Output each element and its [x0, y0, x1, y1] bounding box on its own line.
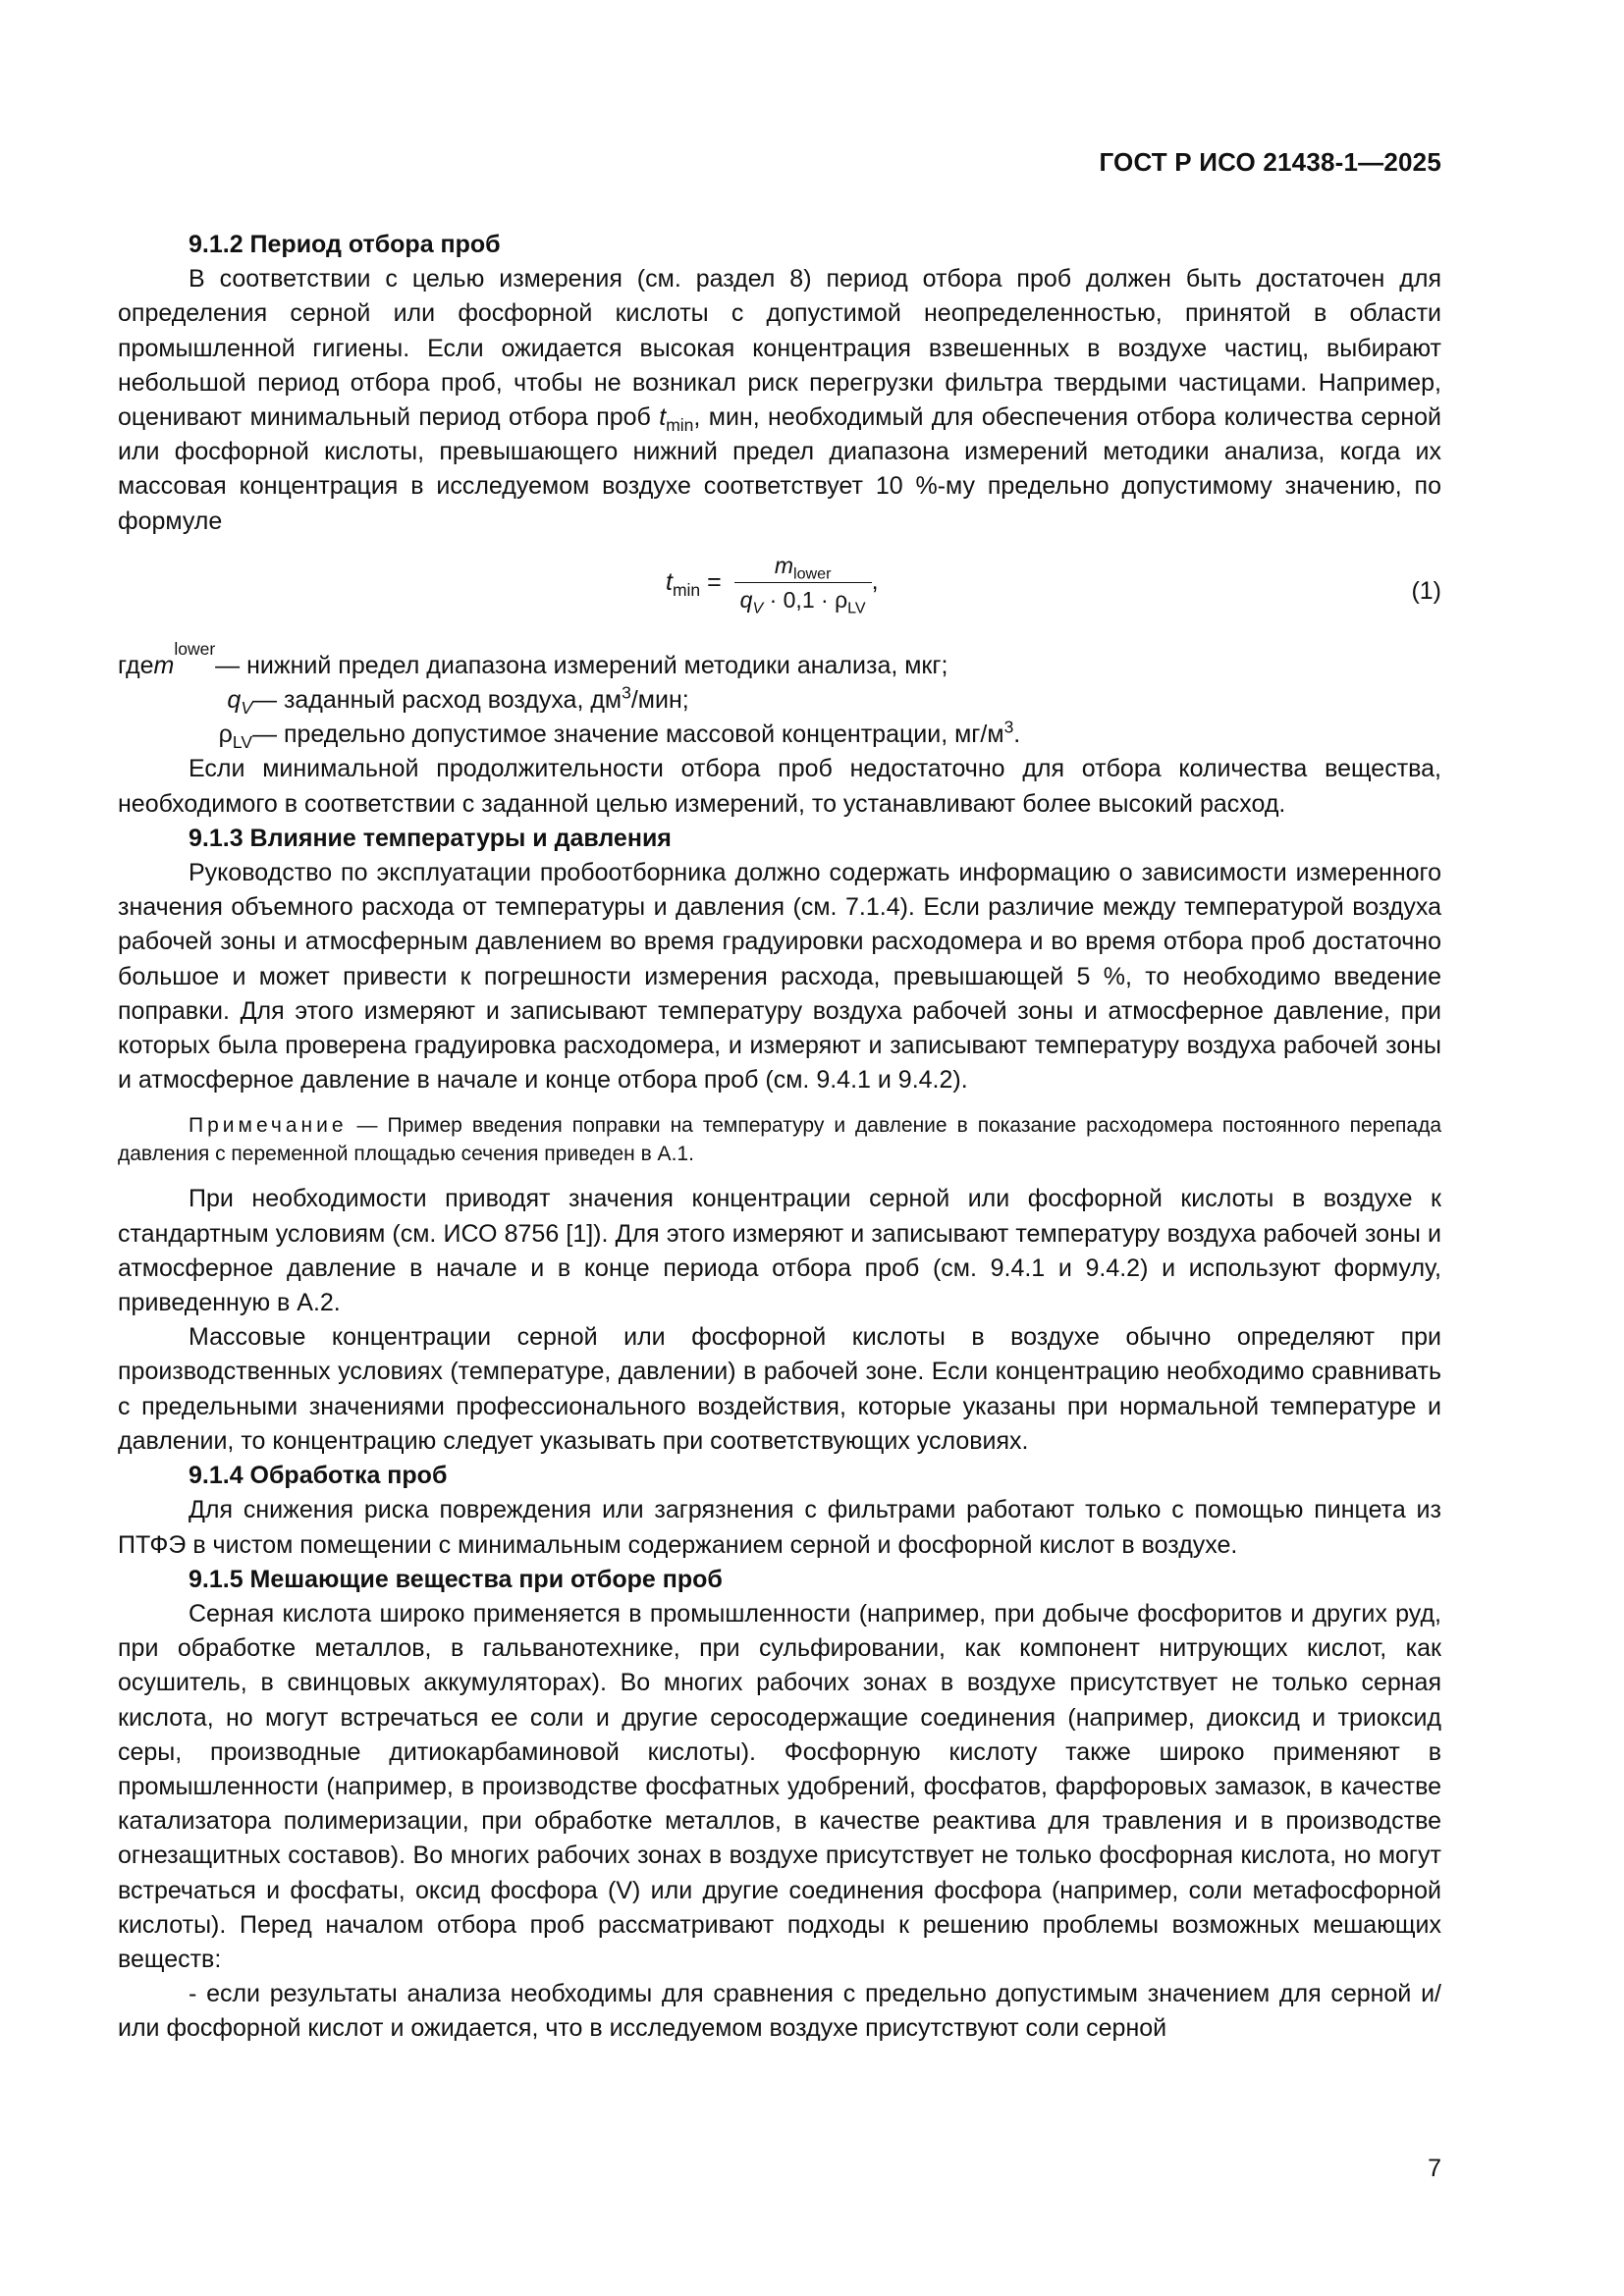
formula-lhs: [666, 565, 722, 600]
symbol: m: [153, 651, 175, 679]
paragraph: [118, 262, 1441, 539]
superscript: 3: [1003, 717, 1014, 737]
subscript: min: [666, 415, 694, 436]
paragraph: Если минимальной продолжительности отбора проб недостаточно для отбора количества вещества, необходимого в соответствии с заданной целью измерений, то устанавливают более высокий расход.: [118, 755, 1441, 818]
formula-1: [118, 539, 1441, 641]
subscript: V: [241, 698, 252, 719]
paragraph-text: В соответствии с целью измерения (см. раздел 8) период отбора проб должен быть достаточен для определения серной или фосфорной кислоты с допустимой неопределенностью, принятой в области промышленной гигиены. Если ожидается высокая концентрация взвешенных в воздухе частиц, выбирают небольшой период отбора проб, чтобы не возникал риск перегрузки фильтра твердыми частицами. Например, оценивают минимальный период отбора проб: [118, 265, 1441, 432]
formula-number: (1): [1411, 576, 1441, 605]
paragraph: При необходимости приводят значения концентрации серной или фосфорной кислоты в воздухе к стандартным условиям (см. ИСО 8756 [1]). Для этого измеряют и записывают температуру воздуха рабочей зоны и атмосферное давление в начале и в конце периода отбора проб (см. 9.4.1 и 9.4.2) и используют формулу, приведенную в А.2.: [118, 1185, 1441, 1317]
symbol: q: [739, 586, 753, 613]
where-list: [118, 638, 1441, 753]
where-description-text: — заданный расход воздуха, дм: [252, 686, 623, 715]
formula-expression: [666, 551, 879, 617]
symbol: t: [666, 567, 673, 596]
formula-comma: ,: [871, 566, 879, 595]
section-heading-9-1-2: 9.1.2 Период отбора проб: [189, 231, 501, 258]
symbol: m: [774, 552, 793, 578]
where-description: [252, 683, 1441, 718]
where-description-text: .: [1013, 721, 1021, 749]
paragraph: Для снижения риска повреждения или загрязнения с фильтрами работают только с помощью пинцета из ПТФЭ в чистом помещении с минимальным содержанием серной и фосфорной кислот в воздухе.: [118, 1496, 1441, 1559]
symbol: q: [227, 686, 242, 715]
where-symbol: [118, 683, 252, 718]
fraction-denominator: [734, 583, 872, 617]
note-label: Примечание: [189, 1114, 348, 1138]
operator-text: · 0,1 ·: [763, 586, 836, 613]
fraction-numerator: [734, 551, 872, 583]
where-description-text: /мин;: [630, 686, 689, 715]
subscript: LV: [847, 599, 866, 617]
where-item: [118, 638, 1441, 683]
where-symbol: [118, 718, 252, 752]
where-item: [118, 718, 1441, 752]
superscript: 3: [622, 682, 631, 703]
section-heading-9-1-3: 9.1.3 Влияние температуры и давления: [189, 824, 672, 852]
paragraph: Серная кислота широко применяется в промышленности (например, при добыче фосфоритов и других руд, при обработке металлов, в гальванотехнике, при сульфировании, как компонент нитрующих кислот, как осушитель, в свинцовых аккумуляторах). Во многих рабочих зонах в воздухе присутствует не только серная кислота, но могут встречаться ее соли и другие серосодержащие соединения (например, диоксид и триоксид серы, производные дитиокарбаминовой кислоты). Фосфорную кислоту также широко применяют в промышленности (например, в производстве фосфатных удобрений, фосфатов, фарфоровых замазок, в качестве катализатора полимеризации, при обработке металлов, в качестве реактива для травления и в производстве огнезащитных составов). Во многих рабочих зонах в воздухе присутствует не только фосфорная кислота, но могут встречаться и фосфаты, оксид фосфора (V) или другие соединения фосфора (например, соли метафосфорной кислоты). Перед началом отбора проб рассматривают подходы к решению проблемы возможных мешающих веществ:: [118, 1599, 1441, 1973]
subscript: lower: [174, 638, 216, 659]
subscript: V: [752, 599, 764, 617]
subscript: LV: [232, 732, 252, 753]
symbol: t: [659, 403, 667, 432]
equals-sign: =: [700, 567, 722, 596]
subscript: lower: [793, 564, 832, 583]
page-number: 7: [1428, 2155, 1441, 2182]
list-item: - если результаты анализа необходимы для сравнения с предельно допустимым значением для серной и/или фосфорной кислот и ожидается, что в исследуемом воздухе присутствуют соли серной: [118, 1980, 1441, 2043]
fraction: [734, 551, 872, 617]
note: [118, 1111, 1441, 1168]
where-description: — нижний предел диапазона измерений методики анализа, мкг;: [215, 651, 948, 679]
paragraph-text: , мин, необходимый для обеспечения отбора количества серной или фосфорной кислоты, превышающего нижний предел диапазона измерений методики анализа, когда их массовая концентрация в исследуемом воздухе соответствует 10 %-му предельно допустимому значению, по формуле: [118, 403, 1442, 535]
body-text: [118, 228, 1441, 2047]
where-description-text: — предельно допустимое значение массовой концентрации, мг/м: [252, 721, 1004, 749]
section-heading-9-1-4: 9.1.4 Обработка проб: [189, 1462, 448, 1490]
paragraph: Массовые концентрации серной или фосфорной кислоты в воздухе обычно определяют при производственных условиях (температуре, давлении) в рабочей зоне. Если концентрацию необходимо сравнивать с предельными значениями профессионального воздействия, которые указаны при нормальной температуре и давлении, то концентрацию следует указывать при соответствующих условиях.: [118, 1323, 1441, 1455]
note-text: — Пример введения поправки на температуру и давление в показание расходомера постоянного перепада давления с переменной площадью сечения приведен в А.1.: [118, 1114, 1441, 1166]
section-heading-9-1-5: 9.1.5 Мешающие вещества при отборе проб: [189, 1565, 723, 1593]
paragraph: Руководство по эксплуатации пробоотборника должно содержать информацию о зависимости измеренного значения объемного расхода от температуры и давления (см. 7.1.4). Если различие между температурой воздуха рабочей зоны и атмосферным давлением во время градуировки расходомера и во время отбора проб достаточно большое и может привести к погрешности измерения расхода, превышающей 5 %, то необходимо введение поправки. Для этого измеряют и записывают температуру воздуха рабочей зоны и атмосферное давление, при которых была проверена градуировка расходомера, и измеряют и записывают температуру воздуха рабочей зоны и атмосферное давление в начале и конце отбора проб (см. 9.4.1 и 9.4.2).: [118, 859, 1441, 1095]
document-header: ГОСТ Р ИСО 21438-1—2025: [1099, 147, 1441, 177]
symbol: ρ: [218, 721, 233, 749]
where-item: [118, 683, 1441, 718]
where-prefix: где: [118, 651, 154, 679]
subscript: min: [672, 579, 701, 600]
symbol: ρ: [835, 586, 848, 613]
where-description: [252, 718, 1441, 752]
